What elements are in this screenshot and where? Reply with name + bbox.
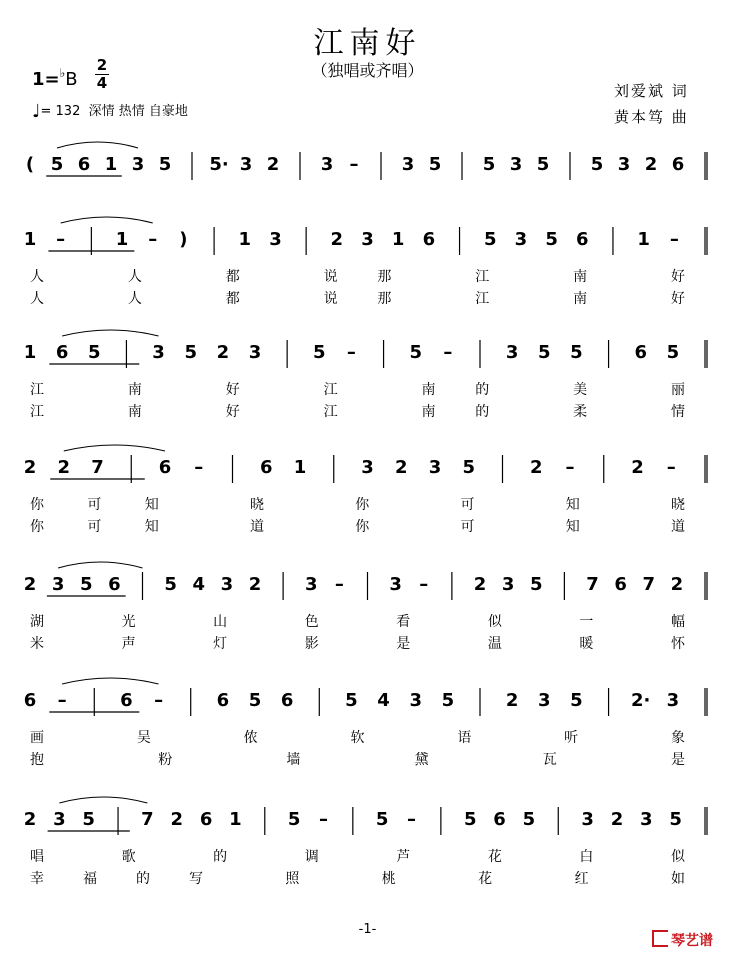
page-number: -1- bbox=[358, 922, 377, 937]
slur bbox=[62, 330, 158, 336]
jianpu-note: 6 bbox=[280, 690, 294, 711]
slur bbox=[64, 445, 165, 451]
site-logo bbox=[652, 930, 713, 950]
jianpu-note: 3 bbox=[53, 809, 66, 830]
jianpu-note: 5 bbox=[590, 154, 604, 175]
jianpu-note: ( bbox=[25, 154, 35, 175]
dash-note: – bbox=[346, 342, 356, 363]
dash-note: – bbox=[334, 574, 344, 595]
jianpu-note: 3 bbox=[304, 574, 318, 595]
jianpu-note: 3 bbox=[269, 229, 282, 250]
jianpu-note: 3 bbox=[640, 809, 653, 830]
dash-note: – bbox=[443, 342, 453, 363]
jianpu-note: 6 bbox=[259, 457, 273, 478]
jianpu-note: 3 bbox=[239, 154, 253, 175]
jianpu-note: 3 bbox=[505, 342, 519, 363]
lyrics-verse-1: 唱 歌 的 调 芦 花 白 似 bbox=[30, 849, 685, 865]
slur bbox=[59, 797, 147, 803]
jianpu-note: 6 bbox=[634, 342, 647, 363]
jianpu-note: 5 bbox=[483, 229, 497, 250]
jianpu-note: 6 bbox=[120, 690, 133, 711]
song-title: 江南好 bbox=[313, 26, 422, 61]
dash-note: – bbox=[666, 457, 676, 478]
jianpu-note: 6 bbox=[77, 154, 91, 175]
dash-note: – bbox=[669, 229, 679, 250]
jianpu-note: 3 bbox=[361, 229, 374, 250]
jianpu-note: 5 bbox=[428, 154, 442, 175]
jianpu-note: 2 bbox=[505, 690, 519, 711]
lyrics-verse-2: 你可知 道 你 可 知 道 bbox=[30, 519, 685, 535]
jianpu-note: 2 bbox=[23, 457, 37, 478]
jianpu-note: 2 bbox=[23, 809, 37, 830]
lyrics-verse-1: 你可知 晓 你 可 知 晓 bbox=[30, 497, 685, 513]
jianpu-note: 2 bbox=[266, 154, 280, 175]
jianpu-note: 6 bbox=[576, 229, 589, 250]
jianpu-note: 5 bbox=[570, 690, 583, 711]
dash-note: – bbox=[565, 457, 575, 478]
jianpu-note: 3 bbox=[389, 574, 402, 595]
jianpu-note: 6 bbox=[23, 690, 37, 711]
jianpu-note: 2 bbox=[394, 457, 408, 478]
jianpu-note: 5 bbox=[409, 342, 422, 363]
dash-note: – bbox=[349, 154, 359, 175]
jianpu-note: 5 bbox=[482, 154, 496, 175]
jianpu-note: 2 bbox=[631, 457, 644, 478]
jianpu-note: 3 bbox=[514, 229, 528, 250]
jianpu-note: 5 bbox=[82, 809, 95, 830]
jianpu-note: 3 bbox=[152, 342, 165, 363]
slur bbox=[57, 142, 138, 148]
jianpu-note: 1 bbox=[23, 229, 37, 250]
jianpu-note: 3 bbox=[320, 154, 334, 175]
jianpu-note: 2 bbox=[248, 574, 262, 595]
lyrics-verse-2: 人 人 都 说那 江 南 好 bbox=[30, 291, 685, 307]
tempo-value: = 132 bbox=[40, 104, 81, 119]
jianpu-note: 7 bbox=[642, 574, 656, 595]
jianpu-note: 5· bbox=[209, 154, 229, 175]
lyrics-verse-1: 人 人 都 说那 江 南 好 bbox=[30, 269, 685, 285]
dash-note: – bbox=[154, 690, 164, 711]
jianpu-note: 1 bbox=[637, 229, 650, 250]
logo-text: 琴艺谱 bbox=[671, 933, 713, 949]
jianpu-note: ) bbox=[179, 229, 188, 250]
jianpu-note: 2 bbox=[330, 229, 344, 250]
jianpu-note: 5 bbox=[88, 342, 101, 363]
jianpu-note: 6 bbox=[158, 457, 172, 478]
jianpu-note: 3 bbox=[501, 574, 515, 595]
jianpu-note: 6 bbox=[422, 229, 436, 250]
jianpu-note: 1 bbox=[238, 229, 252, 250]
jianpu-note: 2 bbox=[170, 809, 184, 830]
jianpu-note: 1 bbox=[104, 154, 118, 175]
jianpu-note: 4 bbox=[192, 574, 206, 595]
slur bbox=[62, 678, 158, 684]
jianpu-note: 5 bbox=[669, 809, 682, 830]
jianpu-note: 2 bbox=[610, 809, 624, 830]
expression-marking: 深情 热情 自豪地 bbox=[88, 104, 188, 119]
jianpu-note: 3 bbox=[538, 690, 551, 711]
lyricist-credit: 刘爱斌 词 bbox=[614, 82, 689, 100]
flat-symbol: ♭ bbox=[59, 66, 66, 80]
lyrics-verse-1: 湖 光 山 色 看 似 一 幅 bbox=[30, 614, 685, 630]
time-bottom: 4 bbox=[96, 74, 108, 92]
dash-note: – bbox=[56, 229, 66, 250]
key-label: 1= bbox=[32, 69, 60, 90]
jianpu-note: 3 bbox=[428, 457, 442, 478]
jianpu-note: 7 bbox=[586, 574, 599, 595]
jianpu-note: 5 bbox=[538, 342, 551, 363]
lyrics-verse-2: 抱 粉 墙 黛 瓦 是 bbox=[30, 752, 685, 768]
jianpu-note: 5 bbox=[184, 342, 197, 363]
dash-note: – bbox=[419, 574, 429, 595]
quarter-note-icon: ♩ bbox=[32, 101, 41, 122]
jianpu-note: 5 bbox=[441, 690, 455, 711]
jianpu-note: 1 bbox=[391, 229, 405, 250]
jianpu-note: 5 bbox=[345, 690, 358, 711]
time-top: 2 bbox=[96, 56, 108, 74]
jianpu-note: 5 bbox=[666, 342, 680, 363]
jianpu-note: 2 bbox=[670, 574, 684, 595]
logo-icon bbox=[652, 930, 668, 947]
dash-note: – bbox=[407, 809, 417, 830]
jianpu-note: 3 bbox=[51, 574, 65, 595]
jianpu-note: 2 bbox=[216, 342, 230, 363]
jianpu-note: 3 bbox=[617, 154, 631, 175]
dash-note: – bbox=[57, 690, 67, 711]
jianpu-note: 3 bbox=[409, 690, 422, 711]
dash-note: – bbox=[194, 457, 204, 478]
jianpu-note: 6 bbox=[671, 154, 685, 175]
jianpu-note: 2 bbox=[57, 457, 71, 478]
jianpu-note: 3 bbox=[401, 154, 415, 175]
jianpu-note: 3 bbox=[248, 342, 262, 363]
jianpu-note: 5 bbox=[50, 154, 64, 175]
key-note: B bbox=[65, 69, 78, 90]
jianpu-note: 3 bbox=[361, 457, 374, 478]
jianpu-note: 5 bbox=[536, 154, 550, 175]
jianpu-note: 5 bbox=[313, 342, 326, 363]
jianpu-note: 3 bbox=[581, 809, 594, 830]
jianpu-note: 5 bbox=[375, 809, 389, 830]
slur bbox=[61, 217, 153, 223]
jianpu-note: 5 bbox=[529, 574, 543, 595]
lyrics-verse-2: 江 南 好 江 南的 柔 情 bbox=[30, 404, 685, 420]
jianpu-note: 1 bbox=[293, 457, 307, 478]
jianpu-note: 2 bbox=[529, 457, 543, 478]
song-subtitle: （独唱或齐唱） bbox=[311, 61, 424, 80]
lyrics-verse-1: 江 南 好 江 南的 美 丽 bbox=[30, 382, 685, 398]
jianpu-note: 6 bbox=[55, 342, 69, 363]
jianpu-note: 4 bbox=[377, 690, 390, 711]
slur bbox=[58, 562, 142, 568]
jianpu-note: 5 bbox=[463, 809, 477, 830]
jianpu-note: 5 bbox=[158, 154, 172, 175]
jianpu-note: 6 bbox=[108, 574, 121, 595]
jianpu-note: 6 bbox=[199, 809, 213, 830]
jianpu-note: 6 bbox=[216, 690, 230, 711]
composer-credit: 黄本笃 曲 bbox=[614, 108, 689, 126]
jianpu-note: 3 bbox=[220, 574, 234, 595]
jianpu-note: 2 bbox=[644, 154, 658, 175]
jianpu-note: 5 bbox=[248, 690, 262, 711]
jianpu-note: 6 bbox=[493, 809, 506, 830]
jianpu-note: 1 bbox=[23, 342, 37, 363]
jianpu-note: 7 bbox=[91, 457, 104, 478]
dash-note: – bbox=[318, 809, 328, 830]
jianpu-note: 2· bbox=[631, 690, 651, 711]
jianpu-note: 3 bbox=[666, 690, 680, 711]
lyrics-verse-1: 画 吴 侬 软 语 听 象 bbox=[30, 730, 685, 746]
lyrics-verse-2: 幸福的写 照 桃 花 红 如 bbox=[30, 871, 685, 887]
lyrics-verse-2: 米 声 灯 影 是 温 暖 怀 bbox=[30, 636, 685, 652]
jianpu-note: 5 bbox=[79, 574, 93, 595]
jianpu-note: 3 bbox=[509, 154, 523, 175]
dash-note: – bbox=[148, 229, 158, 250]
jianpu-note: 5 bbox=[570, 342, 583, 363]
jianpu-note: 1 bbox=[115, 229, 129, 250]
jianpu-note: 5 bbox=[522, 809, 536, 830]
jianpu-note: 5 bbox=[462, 457, 476, 478]
jianpu-note: 5 bbox=[164, 574, 177, 595]
jianpu-note: 6 bbox=[614, 574, 627, 595]
jianpu-note: 1 bbox=[229, 809, 242, 830]
jianpu-note: 5 bbox=[287, 809, 301, 830]
jianpu-note: 7 bbox=[141, 809, 154, 830]
jianpu-note: 3 bbox=[131, 154, 145, 175]
jianpu-note: 2 bbox=[473, 574, 487, 595]
jianpu-note: 2 bbox=[23, 574, 37, 595]
jianpu-note: 5 bbox=[545, 229, 558, 250]
